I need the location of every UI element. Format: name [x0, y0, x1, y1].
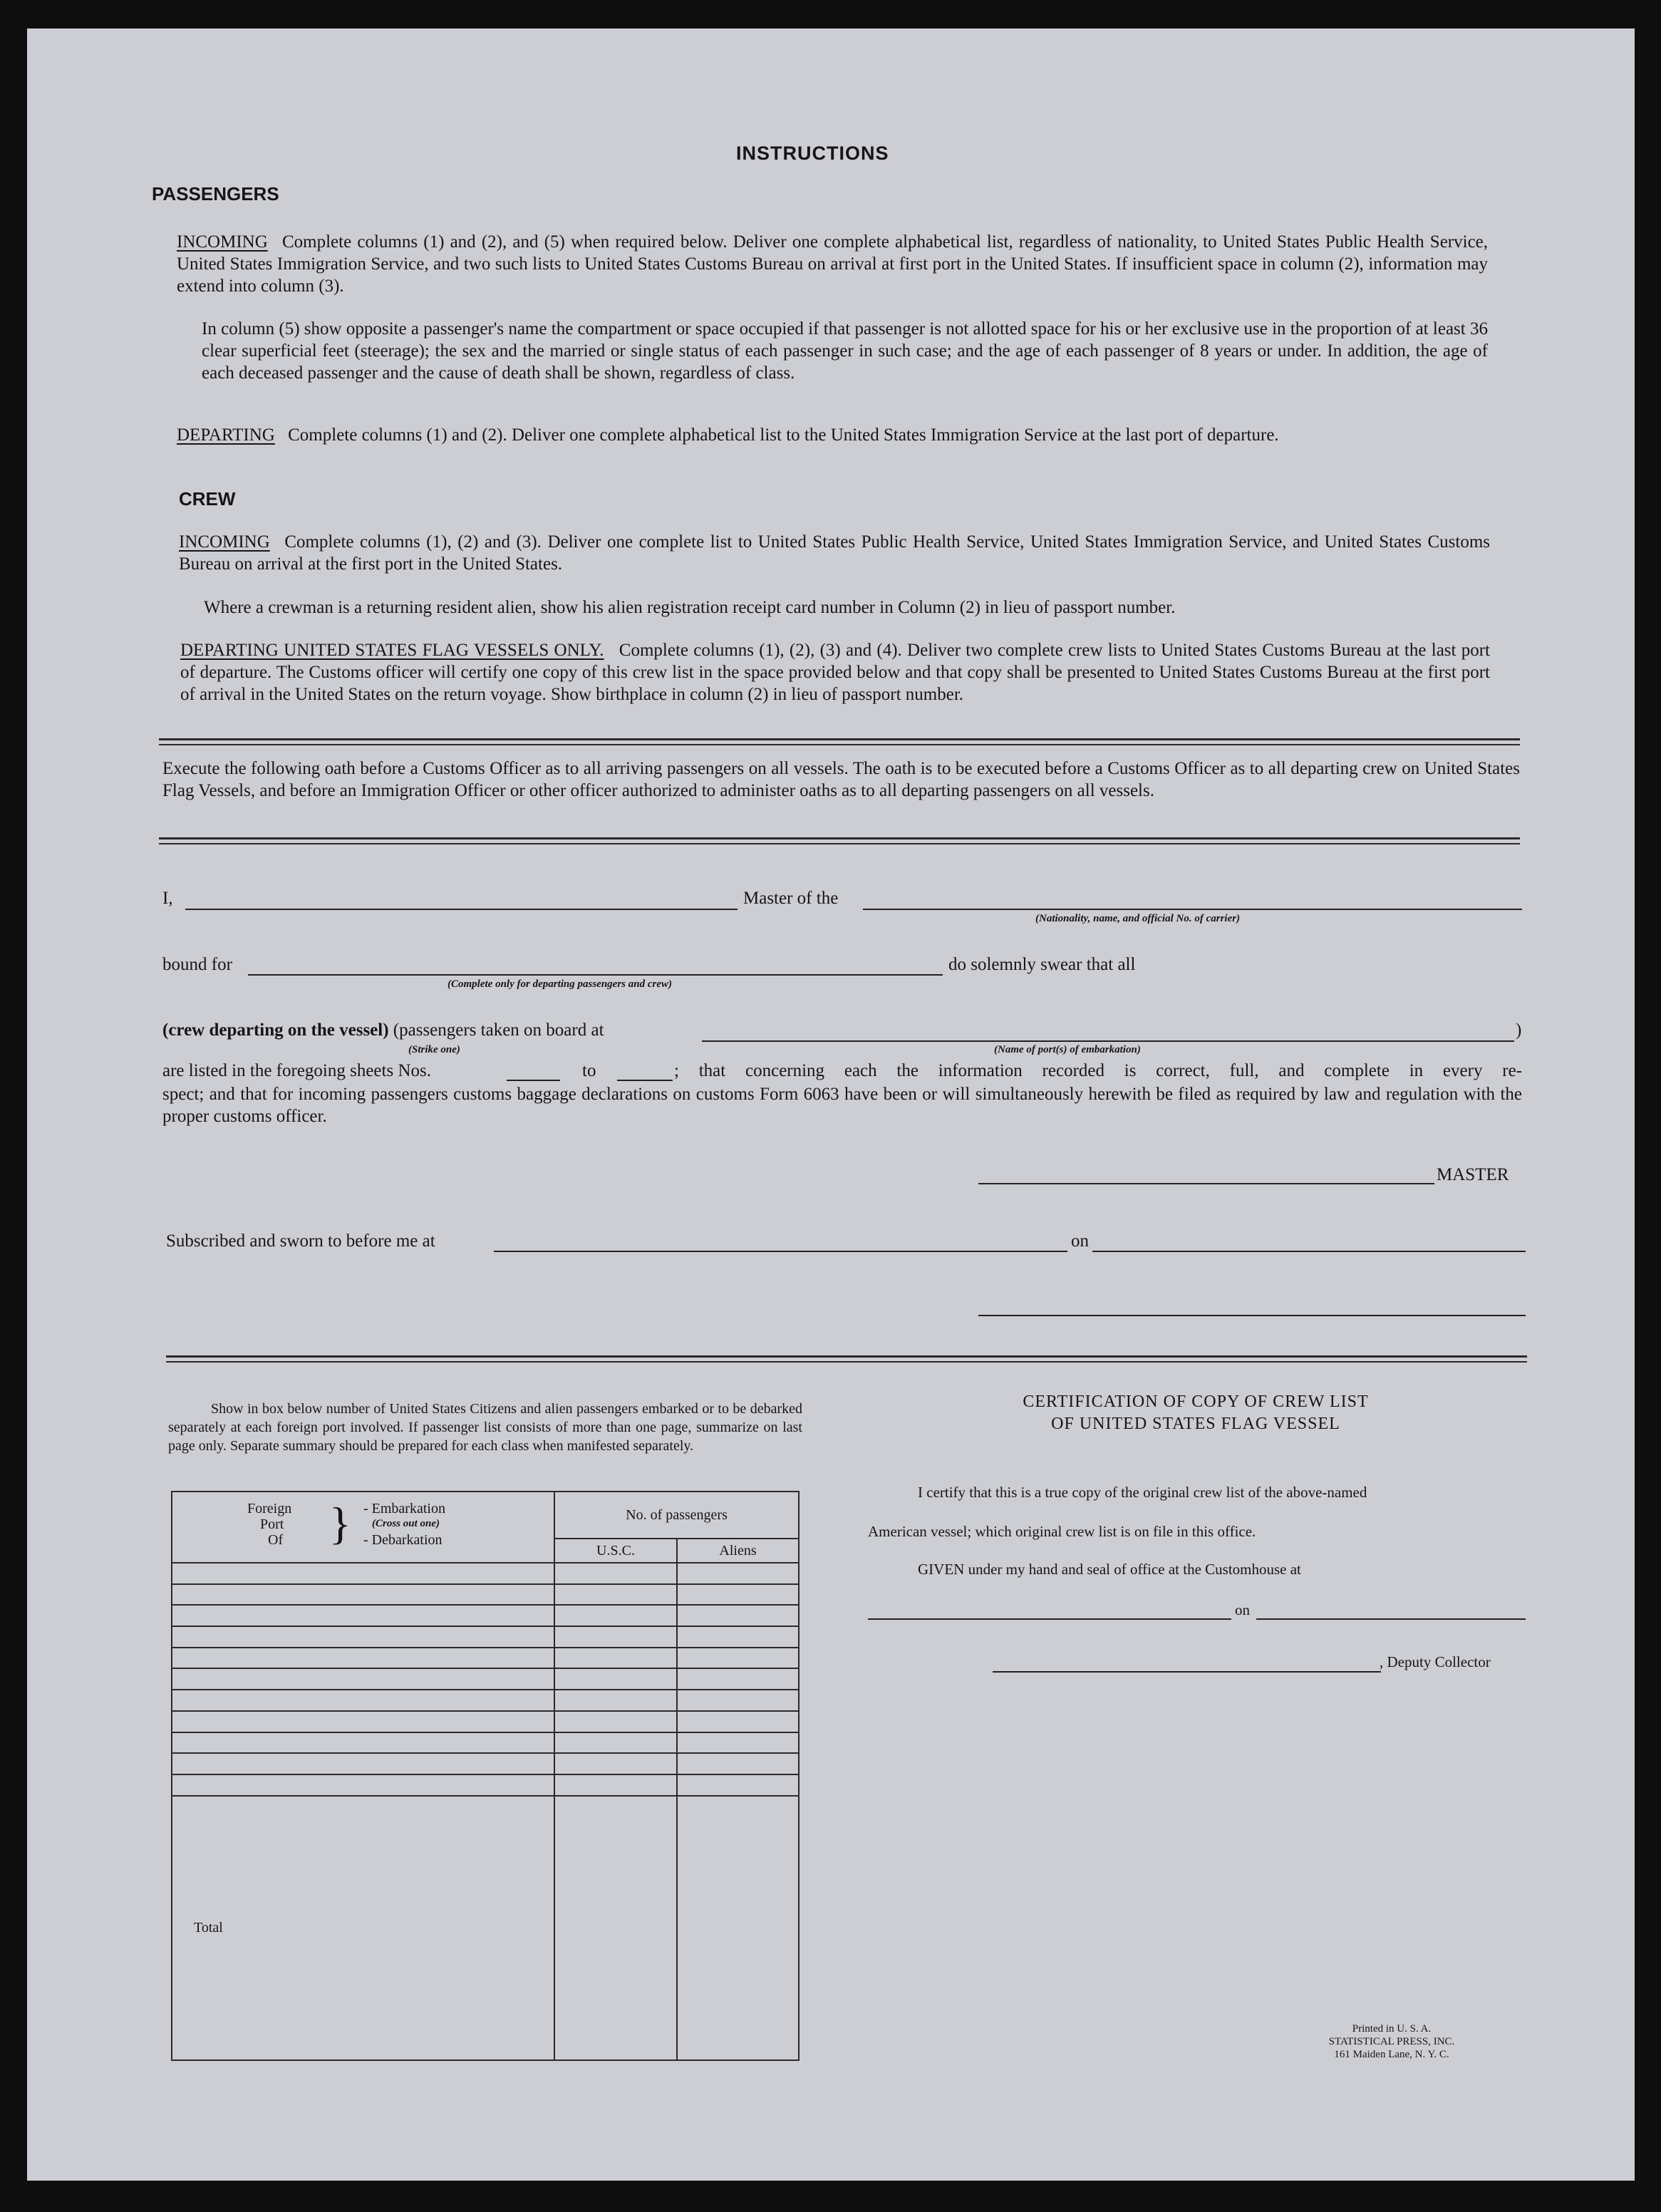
usc-cell[interactable]	[554, 1774, 677, 1796]
port-cell[interactable]	[172, 1584, 554, 1606]
swear-text: do solemnly swear that all	[948, 955, 1136, 974]
divider-rule	[159, 738, 1520, 745]
master-of-the-label: Master of the	[743, 889, 839, 908]
passengers-incoming-label: INCOMING	[177, 232, 268, 252]
bound-for-label: bound for	[162, 955, 232, 974]
port-cell[interactable]	[172, 1668, 554, 1690]
foreign-port-header	[172, 1492, 554, 1563]
certify-line1: I certify that this is a true copy of the original crew list of the above-named	[918, 1484, 1367, 1501]
total-usc-cell[interactable]	[554, 1796, 677, 2060]
passengers-departing-label: DEPARTING	[177, 425, 275, 445]
form-sheet	[27, 29, 1635, 2181]
no-of-passengers-header: No. of passengers	[554, 1492, 799, 1539]
listed-text-a: are listed in the foregoing sheets Nos.	[162, 1061, 431, 1080]
sheet-from-line[interactable]	[507, 1080, 560, 1081]
passengers-taken-choice[interactable]: (passengers taken on board at	[393, 1020, 604, 1040]
sworn-on-label: on	[1071, 1231, 1089, 1251]
listed-text-b: ; that concerning each the information recorded is correct, full, and complete in every re-	[674, 1061, 1522, 1080]
aliens-cell[interactable]	[677, 1648, 799, 1669]
usc-cell[interactable]	[554, 1732, 677, 1754]
passengers-incoming-paragraph	[177, 231, 1488, 297]
sworn-place-line[interactable]	[494, 1251, 1067, 1252]
officer-signature-line[interactable]	[978, 1315, 1526, 1316]
usc-cell[interactable]	[554, 1648, 677, 1669]
crew-departing-text: Complete columns (1), (2), (3) and (4). Deliver two complete crew lists to United States Customs Bureau at the last port of departure. The Customs officer will certify one copy of this crew list in the space provided below and that copy shall be presented to United States Customs Bureau at the first port of arrival in the United States on the return voyage. Show birthplace in column (2) in lieu of passport number.	[180, 641, 1491, 704]
divider-rule	[159, 837, 1520, 844]
strike-choice-text	[162, 1020, 604, 1040]
listed-text-c: spect; and that for incoming passengers customs baggage declarations on customs Form 6063 have been or will simultaneously herewith be filed as required by law and regulation with the proper customs officer.	[162, 1085, 1522, 1126]
crew-resident-paragraph: Where a crewman is a returning resident alien, show his alien registration receipt card number in Column (2) in lieu of passport number.	[204, 598, 1176, 617]
sworn-date-line[interactable]	[1092, 1251, 1526, 1252]
brace-icon: }	[329, 1498, 351, 1549]
usc-cell[interactable]	[554, 1668, 677, 1690]
aliens-cell[interactable]	[677, 1605, 799, 1626]
usc-header: U.S.C.	[554, 1539, 677, 1563]
usc-cell[interactable]	[554, 1563, 677, 1584]
passengers-incoming-text: Complete columns (1) and (2), and (5) when required below. Deliver one complete alphabetical list, regardless of nationality, to United States Public Health Service, United States Immigration Service, and two such lists to United States Customs Bureau on arrival at first port in the United States. If insufficient space in column (2), information may extend into column (3).	[177, 232, 1489, 296]
divider-rule	[166, 1355, 1527, 1363]
sheet-to-line[interactable]	[617, 1080, 673, 1081]
printer-line3: 161 Maiden Lane, N. Y. C.	[1334, 2049, 1449, 2060]
aliens-header: Aliens	[677, 1539, 799, 1563]
certification-title-line2: OF UNITED STATES FLAG VESSEL	[1051, 1415, 1340, 1433]
usc-cell[interactable]	[554, 1753, 677, 1774]
deputy-signature-line[interactable]	[993, 1671, 1381, 1673]
oath-execute-paragraph: Execute the following oath before a Customs Officer as to all arriving passengers on all vessels. The oath is to be executed before a Customs Officer as to all departing crew on United States Flag Vessels, and before an Immigration Officer or other officer authorized to administer oaths as to all departing passengers on all vessels.	[162, 759, 1520, 800]
port-cell[interactable]	[172, 1774, 554, 1796]
passengers-departing-paragraph	[177, 424, 1488, 446]
subscribed-label: Subscribed and sworn to before me at	[166, 1231, 435, 1251]
customhouse-line[interactable]	[868, 1618, 1231, 1620]
debarkation-label: - Debarkation	[363, 1532, 443, 1548]
aliens-cell[interactable]	[677, 1584, 799, 1606]
passengers-heading: PASSENGERS	[152, 183, 279, 205]
deputy-collector-label: , Deputy Collector	[1380, 1653, 1491, 1670]
usc-cell[interactable]	[554, 1584, 677, 1606]
passengers-column5-paragraph: In column (5) show opposite a passenger's name the compartment or space occupied if that passenger is not allotted space for his or her exclusive use in the proportion of at least 36 clear superficial feet (steerage); the sex and the married or single status of each passenger in such case; and the age of each passenger of 8 years or under. In addition, the age of each deceased passenger and the cause of death shall be shown, regardless of class.	[202, 319, 1488, 383]
master-signature-line[interactable]	[978, 1183, 1434, 1184]
aliens-cell[interactable]	[677, 1668, 799, 1690]
total-aliens-cell[interactable]	[677, 1796, 799, 2060]
crew-departing-choice[interactable]: (crew departing on the vessel)	[162, 1020, 389, 1040]
oath-i-label: I,	[162, 889, 173, 908]
strike-caption: (Strike one)	[408, 1044, 460, 1055]
usc-cell[interactable]	[554, 1605, 677, 1626]
crew-incoming-label: INCOMING	[179, 532, 270, 552]
bound-for-line[interactable]	[248, 974, 943, 976]
port-label: Port	[260, 1516, 284, 1532]
aliens-cell[interactable]	[677, 1732, 799, 1754]
of-label: Of	[268, 1532, 284, 1548]
crew-incoming-paragraph	[179, 531, 1490, 575]
certification-title	[868, 1391, 1523, 1435]
aliens-cell[interactable]	[677, 1563, 799, 1584]
foreign-label: Foreign	[247, 1501, 292, 1516]
aliens-cell[interactable]	[677, 1753, 799, 1774]
port-cell[interactable]	[172, 1690, 554, 1711]
aliens-cell[interactable]	[677, 1626, 799, 1648]
passenger-summary-table	[171, 1491, 800, 2061]
port-cell[interactable]	[172, 1732, 554, 1754]
certification-title-line1: CERTIFICATION OF COPY OF CREW LIST	[1023, 1392, 1369, 1411]
summary-instructions: Show in box below number of United States Citizens and alien passengers embarked or to be debarked separately at each foreign port involved. If passenger list consists of more than one page, summarize on last page only. Separate summary should be prepared for each class when manifested separately.	[168, 1401, 802, 1454]
given-text: GIVEN under my hand and seal of office at the Customhouse at	[918, 1561, 1301, 1578]
port-cell[interactable]	[172, 1753, 554, 1774]
cert-date-line[interactable]	[1256, 1618, 1526, 1620]
port-cell[interactable]	[172, 1626, 554, 1648]
printer-imprint	[1288, 2022, 1495, 2061]
master-label: MASTER	[1437, 1165, 1509, 1184]
usc-cell[interactable]	[554, 1690, 677, 1711]
port-cell[interactable]	[172, 1711, 554, 1732]
carrier-caption: (Nationality, name, and official No. of carrier)	[1035, 913, 1241, 924]
crew-departing-label: DEPARTING UNITED STATES FLAG VESSELS ONLY.	[180, 641, 604, 660]
crew-heading: CREW	[179, 488, 236, 510]
ports-caption: (Name of port(s) of embarkation)	[994, 1044, 1141, 1055]
embarkation-label: - Embarkation	[363, 1501, 445, 1516]
instructions-title: INSTRUCTIONS	[736, 143, 889, 164]
total-label: Total	[172, 1796, 554, 2060]
listed-to-label: to	[582, 1061, 596, 1080]
passengers-departing-text: Complete columns (1) and (2). Deliver one complete alphabetical list to the United States Immigration Service at the last port of departure.	[288, 425, 1279, 445]
aliens-cell[interactable]	[677, 1711, 799, 1732]
aliens-cell[interactable]	[677, 1690, 799, 1711]
cert-on-label: on	[1235, 1601, 1250, 1618]
carrier-line[interactable]	[863, 909, 1522, 910]
printer-line2: STATISTICAL PRESS, INC.	[1328, 2036, 1455, 2047]
aliens-cell[interactable]	[677, 1774, 799, 1796]
certify-line2: American vessel; which original crew list is on file in this office.	[868, 1523, 1256, 1540]
cross-out-caption: (Cross out one)	[372, 1518, 440, 1529]
port-cell[interactable]	[172, 1648, 554, 1669]
usc-cell[interactable]	[554, 1711, 677, 1732]
port-cell[interactable]	[172, 1563, 554, 1584]
port-cell[interactable]	[172, 1605, 554, 1626]
crew-departing-paragraph	[180, 639, 1490, 706]
ports-line[interactable]	[702, 1040, 1514, 1042]
bound-caption: (Complete only for departing passengers and crew)	[447, 978, 672, 990]
close-paren: )	[1516, 1020, 1522, 1040]
master-name-line[interactable]	[185, 909, 738, 910]
usc-cell[interactable]	[554, 1626, 677, 1648]
printer-line1: Printed in U. S. A.	[1352, 2023, 1432, 2035]
crew-incoming-text: Complete columns (1), (2) and (3). Deliver one complete list to United States Public Health Service, United States Immigration Service, and United States Customs Bureau on arrival at the first port in the United States.	[179, 532, 1490, 574]
